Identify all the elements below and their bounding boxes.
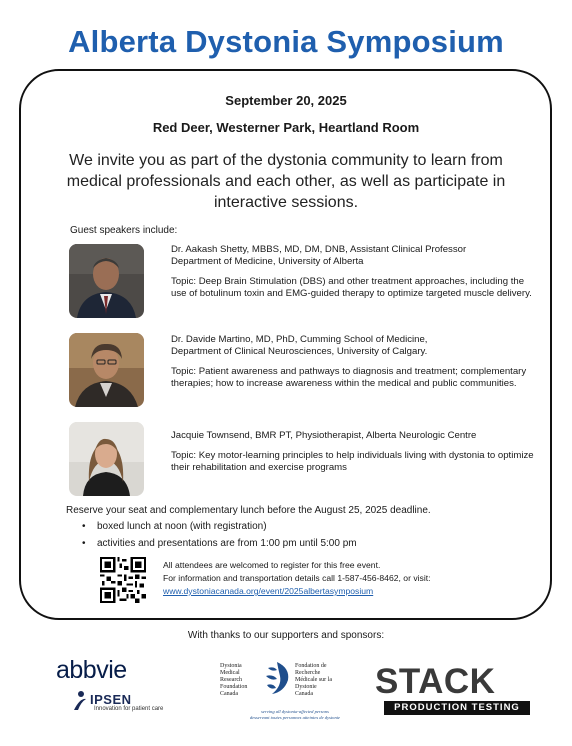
dmrf-word: Recherche	[295, 670, 321, 676]
bullet-icon: •	[82, 538, 86, 549]
dmrf-english-name	[220, 663, 247, 698]
speaker-name: Dr. Aakash Shetty, MBBS, MD, DM, DNB, Assistant Clinical Professor	[171, 244, 467, 255]
dmrf-word: Médicale sur la	[295, 677, 332, 683]
invitation-text: We invite you as part of the dystonia community to learn from medical professionals and each other, as well as participate in interactive sessions.	[66, 152, 506, 211]
event-link[interactable]: www.dystoniacanada.org/event/2025albertasymposium	[163, 586, 374, 596]
dmrf-word: Canada	[295, 691, 313, 697]
speaker-topic: Topic: Key motor-learning principles to help individuals living with dystonia to optimize their rehabilitation and exercise programs	[171, 450, 534, 473]
info-line: All attendees are welcomed to register for this free event.	[163, 560, 381, 570]
speaker-photo-shetty	[69, 244, 144, 318]
dmrf-word: Dystonie	[295, 684, 317, 690]
speaker-name: Jacquie Townsend, BMR PT, Physiotherapist, Alberta Neurologic Centre	[171, 430, 477, 441]
dmrf-logo-icon	[262, 660, 292, 696]
reserve-notice: Reserve your seat and complementary lunch before the August 25, 2025 deadline.	[66, 505, 431, 516]
sponsors-heading: With thanks to our supporters and sponsors:	[187, 630, 385, 641]
dmrf-tagline-en: serving all dystonia-affected persons	[261, 709, 329, 714]
dmrf-word: Foundation	[220, 684, 248, 690]
bullet-item	[82, 521, 267, 532]
speaker-martino	[171, 334, 541, 390]
speaker-photo-townsend	[69, 422, 144, 496]
guest-speakers-label: Guest speakers include:	[70, 225, 178, 236]
abbvie-logo: abbvie	[56, 656, 127, 684]
bullet-icon: •	[82, 521, 86, 532]
qr-code-icon[interactable]	[100, 557, 146, 603]
dmrf-word: Research	[220, 677, 242, 683]
event-date: September 20, 2025	[225, 93, 347, 108]
page-title: Alberta Dystonia Symposium	[68, 24, 504, 59]
bullet-text: boxed lunch at noon (with registration)	[97, 521, 267, 532]
bullet-text: activities and presentations are from 1:00 pm until 5:00 pm	[97, 538, 357, 549]
speaker-topic: Topic: Deep Brain Stimulation (DBS) and other treatment approaches, including the use of botulinum toxin and EMG-guided therapy to optimize targeted muscle delivery.	[171, 276, 532, 299]
speaker-shetty	[171, 244, 541, 300]
ipsen-tagline: Innovation for patient care	[94, 706, 164, 712]
speaker-affiliation: Department of Clinical Neurosciences, University of Calgary.	[171, 346, 428, 357]
event-venue: Red Deer, Westerner Park, Heartland Room	[152, 120, 420, 135]
ipsen-logo: IPSEN	[90, 692, 132, 707]
speaker-topic: Topic: Patient awareness and pathways to diagnosis and treatment; complementary therapies; how to increase awareness within the medical and public communities.	[171, 366, 527, 389]
bullet-item	[82, 538, 357, 549]
dmrf-tagline	[225, 709, 365, 721]
dmrf-word: Dystonia	[220, 663, 242, 669]
speaker-name: Dr. Davide Martino, MD, PhD, Cumming School of Medicine,	[171, 334, 428, 345]
info-line: For information and transportation details call 1-587-456-8462, or visit:	[163, 573, 431, 583]
speaker-affiliation: Department of Medicine, University of Alberta	[171, 256, 364, 267]
speaker-photo-martino	[69, 333, 144, 407]
dmrf-word: Medical	[220, 670, 240, 676]
info-block	[163, 559, 431, 598]
stack-logo: STACK	[375, 662, 496, 701]
ipsen-mark-icon	[72, 690, 88, 712]
speaker-townsend	[171, 430, 541, 474]
dmrf-word: Canada	[220, 691, 238, 697]
dmrf-french-name	[295, 663, 332, 698]
production-testing-label: PRODUCTION TESTING	[384, 701, 530, 715]
dmrf-word: Fondation de	[295, 663, 327, 669]
dmrf-tagline-fr: desservant toutes personnes atteintes de dystonie	[249, 715, 341, 720]
